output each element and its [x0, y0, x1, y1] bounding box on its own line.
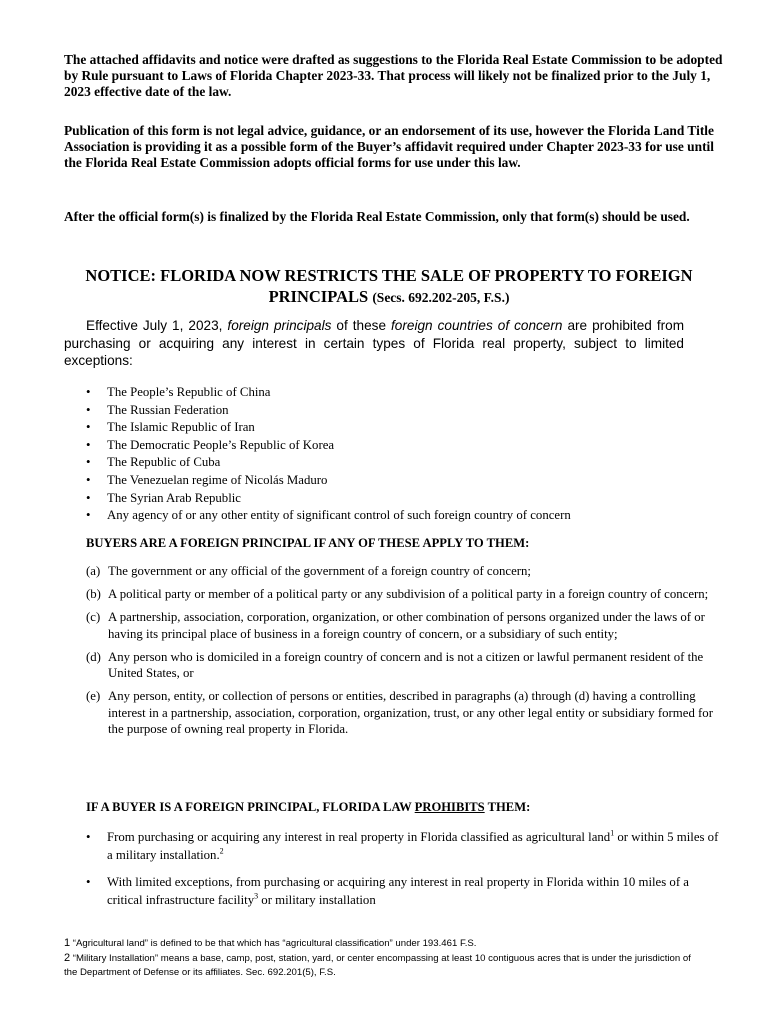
- foreign-principals-term: foreign principals: [227, 318, 332, 333]
- prohibitions-heading-text: IF A BUYER IS A FOREIGN PRINCIPAL, FLORIDA LAW: [86, 800, 415, 814]
- footnote-2: [64, 951, 704, 980]
- list-item: [64, 419, 744, 437]
- footnote-number: 2: [64, 952, 71, 964]
- bullet-icon: •: [86, 455, 91, 470]
- bullet-icon: •: [86, 420, 91, 435]
- criterion-text: Any person who is domiciled in a foreign country of concern and is not a citizen or lawful permanent resident of the United States, or: [108, 649, 704, 680]
- bullet-icon: •: [86, 830, 91, 844]
- list-item: [64, 384, 744, 402]
- list-item: [64, 402, 744, 420]
- notice-title-main: NOTICE: FLORIDA NOW RESTRICTS THE SALE OF PROPERTY TO FOREIGN PRINCIPALS: [85, 266, 693, 306]
- country-name: The Islamic Republic of Iran: [107, 420, 255, 435]
- bullet-icon: •: [86, 875, 91, 889]
- notice-text-a: Effective July 1, 2023,: [86, 318, 228, 333]
- list-item: [64, 437, 744, 455]
- list-item: [86, 586, 716, 603]
- notice-text-b: of these: [331, 318, 392, 333]
- list-marker: (c): [86, 610, 101, 624]
- list-item: [86, 563, 716, 580]
- list-item: [86, 688, 716, 738]
- prohibition-text: With limited exceptions, from purchasing or acquiring any interest in real property in Florida within 10 miles of a critical infrastructure facility: [107, 875, 689, 907]
- bullet-icon: •: [86, 472, 91, 487]
- list-item: [86, 609, 716, 642]
- prohibits-emphasis: PROHIBITS: [414, 800, 485, 814]
- list-item: [64, 454, 744, 472]
- list-item: [86, 649, 716, 682]
- prohibition-text: or military installation: [258, 892, 376, 907]
- country-name: The Democratic People’s Republic of Korea: [107, 437, 335, 452]
- list-item: [64, 874, 724, 909]
- criterion-text: Any person, entity, or collection of persons or entities, described in paragraphs (a) through (d) having a controlling interest in a partnership, association, corporation, organization, trust, or any other legal entity or subsidiary formed for the purpose of owning real property in Florida.: [108, 689, 713, 736]
- criterion-text: A political party or member of a political party or any subdivision of a political party in a foreign country of concern;: [108, 587, 709, 601]
- criterion-text: A partnership, association, corporation, organization, or other combination of persons organized under the laws of or having its principal place of business in a foreign country of concern, or a subsidiary of such entity;: [108, 610, 705, 641]
- intro-paragraph-2: Publication of this form is not legal advice, guidance, or an endorsement of its use, however the Florida Land Title Association is providing it as a possible form of the Buyer’s affidavit required under Chapter 2023-33 for use until the Florida Real Estate Commission adopts official forms for use under this law.: [64, 123, 714, 170]
- footnote-text: “Agricultural land” is defined to be that which has “agricultural classification” under 193.461 F.S.: [70, 938, 477, 949]
- notice-intro-paragraph: [64, 317, 684, 370]
- footnote-text: “Military Installation” means a base, camp, post, station, yard, or center encompassing at least 10 contiguous acres that is under the jurisdiction of the Department of Defense or its affiliates. Sec. 692.201(5), F.S.: [64, 953, 691, 978]
- list-marker: (a): [86, 564, 101, 578]
- notice-title-statute: (Secs. 692.202-205, F.S.): [372, 290, 510, 305]
- country-name: The People’s Republic of China: [107, 385, 271, 399]
- country-name: The Republic of Cuba: [107, 455, 221, 470]
- prohibition-text: or within 5 miles of a military installation.: [107, 830, 719, 862]
- footnote-ref-3: 3: [254, 891, 259, 901]
- foreign-principal-criteria-list: [86, 563, 716, 744]
- prohibition-text: From purchasing or acquiring any interest in real property in Florida classified as agricultural land: [107, 830, 611, 844]
- list-item: [64, 490, 744, 508]
- foreign-principal-criteria-heading: BUYERS ARE A FOREIGN PRINCIPAL IF ANY OF THESE APPLY TO THEM:: [86, 536, 530, 550]
- bullet-icon: •: [86, 490, 91, 505]
- notice-title: [64, 265, 714, 308]
- bullet-icon: •: [86, 402, 91, 417]
- prohibitions-heading: [86, 799, 530, 815]
- countries-of-concern-term: foreign countries of concern: [391, 318, 563, 333]
- country-name: The Syrian Arab Republic: [107, 490, 241, 505]
- intro-paragraph-1: The attached affidavits and notice were drafted as suggestions to the Florida Real Estate Commission to be adopted by Rule pursuant to Laws of Florida Chapter 2023-33. That process will likely not be finalized prior to the July 1, 2023 effective date of the law.: [64, 52, 723, 99]
- footnote-1: [64, 936, 704, 951]
- bullet-icon: •: [86, 437, 91, 452]
- list-item: [64, 507, 744, 525]
- notice-text-c: are prohibited from purchasing or acquiring any interest in certain types of Florida real property, subject to limited exceptions:: [64, 318, 685, 368]
- footnote-ref-2: 2: [219, 846, 224, 856]
- countries-of-concern-list: [64, 384, 744, 525]
- bullet-icon: •: [86, 385, 91, 399]
- footnotes: [64, 936, 704, 980]
- bullet-icon: •: [86, 508, 91, 523]
- prohibitions-list: [64, 829, 724, 919]
- footnote-ref-1: 1: [610, 828, 615, 838]
- country-name: Any agency of or any other entity of significant control of such foreign country of concern: [107, 508, 571, 523]
- list-item: [64, 472, 744, 490]
- country-name: The Russian Federation: [107, 402, 229, 417]
- country-name: The Venezuelan regime of Nicolás Maduro: [107, 472, 328, 487]
- criterion-text: The government or any official of the government of a foreign country of concern;: [108, 564, 531, 578]
- list-marker: (b): [86, 587, 101, 601]
- intro-paragraph-3: After the official form(s) is finalized by the Florida Real Estate Commission, only that form(s) should be used.: [64, 209, 690, 224]
- list-marker: (e): [86, 689, 101, 703]
- list-item: [64, 829, 724, 864]
- list-marker: (d): [86, 649, 101, 664]
- footnote-number: 1: [64, 937, 71, 949]
- prohibitions-heading-suffix: THEM:: [484, 800, 531, 814]
